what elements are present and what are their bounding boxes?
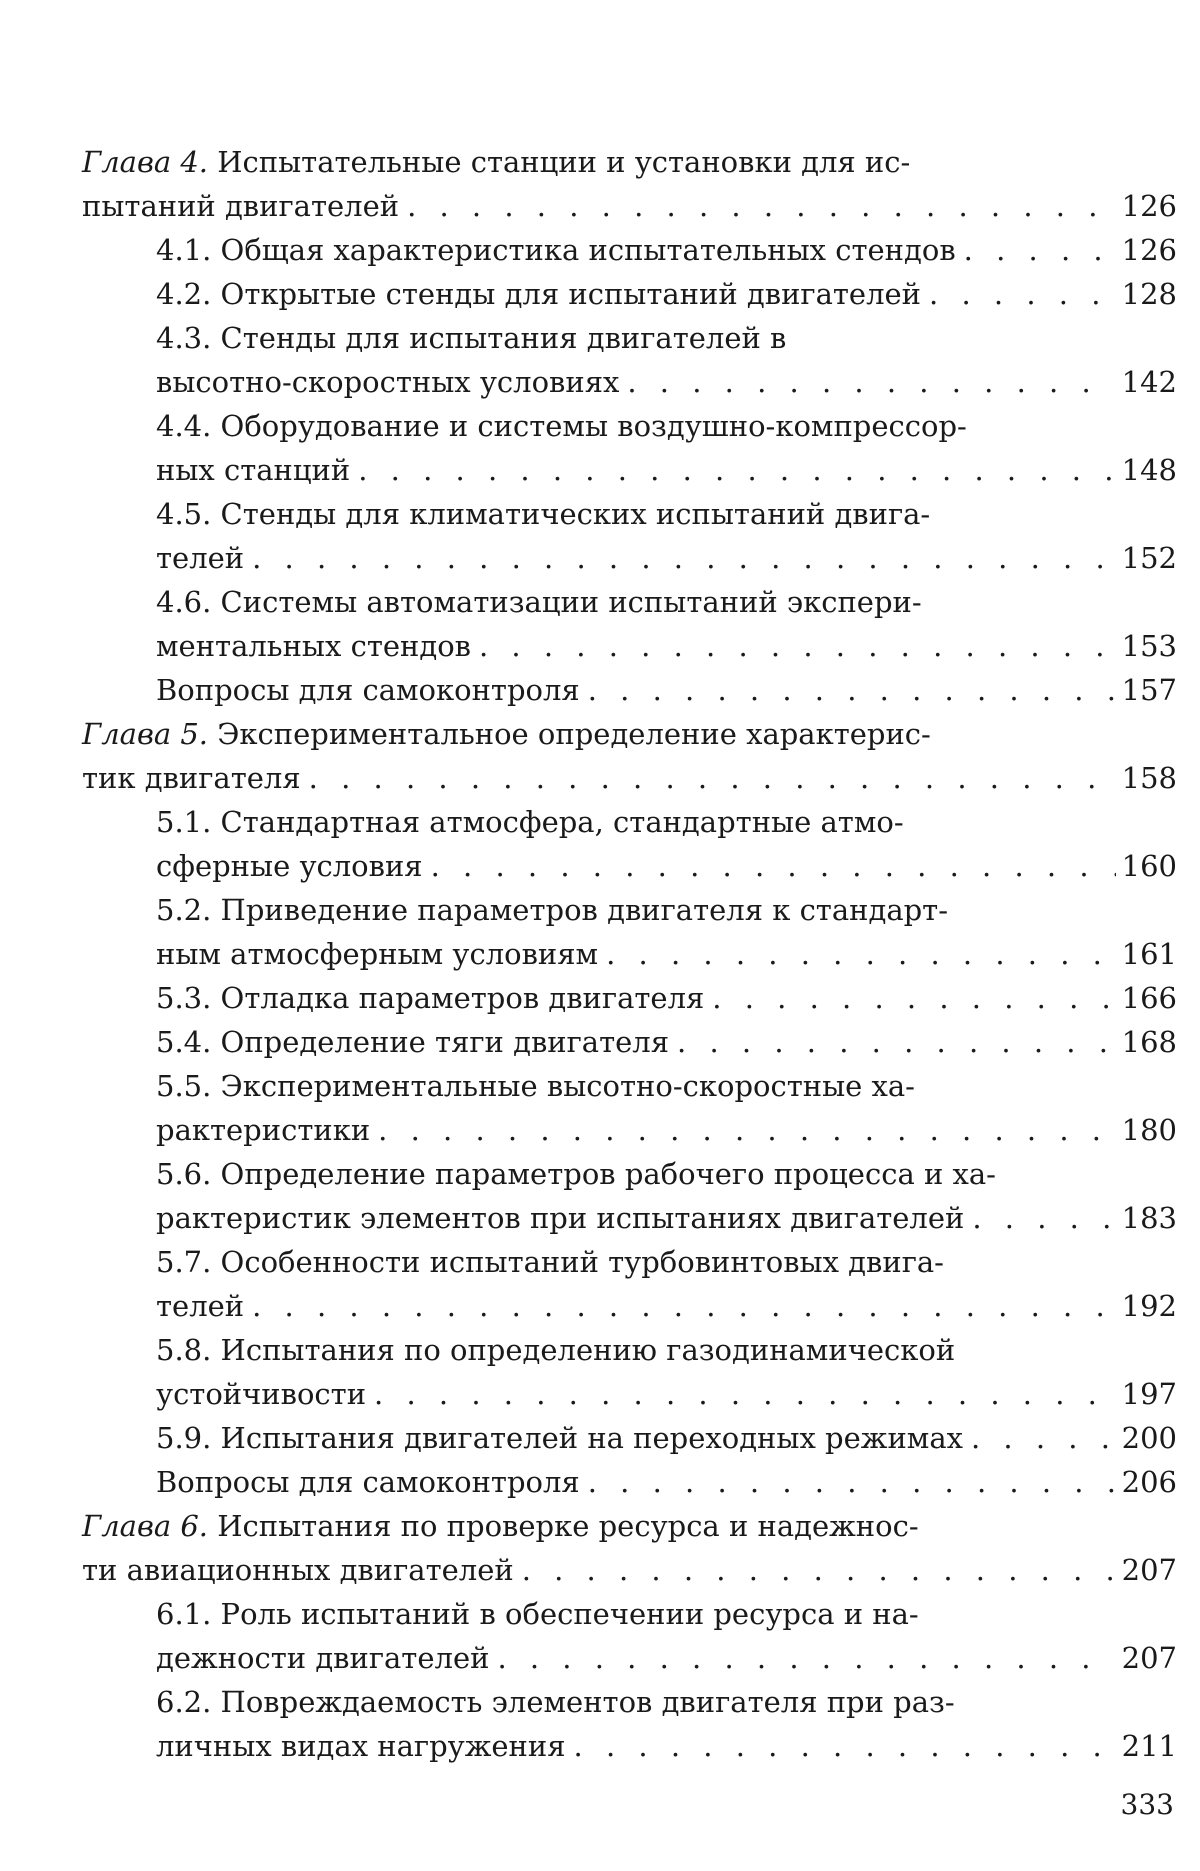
toc-entry-title: 5.5. Экспериментальные высотно-скоростные ха- (156, 1069, 915, 1103)
dot-leader (350, 448, 1115, 492)
toc-page-number: 166 (1121, 981, 1177, 1015)
dot-leader (580, 668, 1116, 712)
toc-entry-last-line (82, 1548, 1177, 1592)
table-of-contents (82, 140, 1177, 1768)
toc-page-number: 148 (1121, 453, 1177, 487)
toc-entry-title: Экспериментальное определение характерис- (217, 717, 931, 751)
toc-entry-title-end: высотно-скоростных условиях (156, 365, 620, 399)
toc-entry-first-line (156, 316, 1177, 360)
dot-leader (566, 1724, 1116, 1768)
toc-entry-title-end: сферные условия (156, 849, 423, 883)
toc-section-entry (82, 1680, 1177, 1768)
toc-page-number: 180 (1121, 1113, 1177, 1147)
toc-page-number: 192 (1121, 1289, 1177, 1323)
toc-page-number: 160 (1121, 849, 1177, 883)
toc-entry-last-line (156, 272, 1177, 316)
dot-leader (921, 272, 1116, 316)
toc-entry-last-line (156, 1636, 1177, 1680)
toc-entry-title: 5.8. Испытания по определению газодинамической (156, 1333, 956, 1367)
toc-entry-last-line (156, 536, 1177, 580)
toc-entry-first-line (156, 1152, 1177, 1196)
toc-entry-title: 5.2. Приведение параметров двигателя к стандарт- (156, 893, 949, 927)
toc-section-entry (82, 1460, 1177, 1504)
chapter-label: Глава 6. (82, 1509, 209, 1543)
toc-entry-first-line (82, 140, 1177, 184)
toc-entry-title-end: ментальных стендов (156, 629, 471, 663)
dot-leader (370, 1108, 1115, 1152)
toc-entry-title-end: 5.9. Испытания двигателей на переходных режимах (156, 1421, 963, 1455)
toc-section-entry (82, 1592, 1177, 1680)
toc-chapter-entry (82, 140, 1177, 228)
toc-entry-first-line (156, 1680, 1177, 1724)
toc-page-number: 161 (1121, 937, 1177, 971)
dot-leader (598, 932, 1116, 976)
toc-entry-first-line (156, 580, 1177, 624)
toc-section-entry (82, 1064, 1177, 1152)
toc-entry-title-end: рактеристик элементов при испытаниях двигателей (156, 1201, 965, 1235)
toc-entry-last-line (156, 624, 1177, 668)
toc-entry-title-end: ти авиационных двигателей (82, 1553, 514, 1587)
toc-section-entry (82, 888, 1177, 976)
toc-entry-last-line (156, 1416, 1177, 1460)
toc-section-entry (82, 1328, 1177, 1416)
dot-leader (580, 1460, 1116, 1504)
toc-entry-last-line (156, 448, 1177, 492)
toc-entry-title-end: рактеристики (156, 1113, 371, 1147)
toc-section-entry (82, 580, 1177, 668)
toc-entry-title-end: 5.3. Отладка параметров двигателя (156, 981, 705, 1015)
toc-section-entry (82, 492, 1177, 580)
toc-page-number: 206 (1121, 1465, 1177, 1499)
toc-page-number: 183 (1121, 1201, 1177, 1235)
toc-page-number: 158 (1121, 761, 1177, 795)
chapter-label: Глава 4. (82, 145, 209, 179)
toc-entry-title: 5.7. Особенности испытаний турбовинтовых двига- (156, 1245, 944, 1279)
toc-entry-title-end: 4.2. Открытые стенды для испытаний двигателей (156, 277, 922, 311)
toc-section-entry (82, 976, 1177, 1020)
dot-leader (619, 360, 1115, 404)
toc-entry-title-end: ным атмосферным условиям (156, 937, 599, 971)
dot-leader (956, 228, 1116, 272)
dot-leader (704, 976, 1115, 1020)
toc-page-number: 197 (1121, 1377, 1177, 1411)
toc-entry-title: 4.6. Системы автоматизации испытаний экспери- (156, 585, 922, 619)
toc-entry-first-line (156, 1328, 1177, 1372)
toc-chapter-entry (82, 712, 1177, 800)
toc-section-entry (82, 800, 1177, 888)
toc-entry-title: 4.3. Стенды для испытания двигателей в (156, 321, 787, 355)
toc-entry-last-line (156, 1460, 1177, 1504)
toc-page-number: 207 (1121, 1553, 1177, 1587)
toc-entry-first-line (156, 800, 1177, 844)
toc-entry-title: 6.1. Роль испытаний в обеспечении ресурса и на- (156, 1597, 919, 1631)
toc-entry-title-end: тик двигателя (82, 761, 301, 795)
chapter-label: Глава 5. (82, 717, 209, 751)
toc-entry-last-line (156, 668, 1177, 712)
toc-entry-title: 5.1. Стандартная атмосфера, стандартные атмо- (156, 805, 904, 839)
toc-section-entry (82, 1152, 1177, 1240)
toc-entry-title: Испытания по проверке ресурса и надежнос- (217, 1509, 919, 1543)
toc-entry-title-end: дежности двигателей (156, 1641, 490, 1675)
dot-leader (669, 1020, 1116, 1064)
toc-entry-title-end: телей (156, 541, 245, 575)
dot-leader (489, 1636, 1115, 1680)
dot-leader (471, 624, 1116, 668)
toc-page-number: 126 (1121, 189, 1177, 223)
toc-page-number: 207 (1121, 1641, 1177, 1675)
toc-entry-title-end: личных видах нагружения (156, 1729, 566, 1763)
dot-leader (399, 184, 1116, 228)
toc-entry-last-line (156, 1372, 1177, 1416)
toc-entry-last-line (156, 228, 1177, 272)
dot-leader (244, 536, 1116, 580)
toc-entry-first-line (156, 1592, 1177, 1636)
page-number: 333 (1120, 1788, 1174, 1821)
toc-entry-first-line (82, 1504, 1177, 1548)
toc-entry-title-end: 5.4. Определение тяги двигателя (156, 1025, 670, 1059)
toc-section-entry (82, 316, 1177, 404)
toc-page-number: 128 (1121, 277, 1177, 311)
toc-entry-last-line (156, 1724, 1177, 1768)
toc-section-entry (82, 1416, 1177, 1460)
toc-entry-title-end: пытаний двигателей (82, 189, 400, 223)
toc-entry-last-line (82, 756, 1177, 800)
toc-page-number: 126 (1121, 233, 1177, 267)
toc-entry-last-line (156, 1020, 1177, 1064)
toc-section-entry (82, 668, 1177, 712)
dot-leader (301, 756, 1116, 800)
toc-entry-title: 4.5. Стенды для климатических испытаний двига- (156, 497, 931, 531)
toc-entry-last-line (82, 184, 1177, 228)
toc-entry-first-line (82, 712, 1177, 756)
toc-entry-last-line (156, 976, 1177, 1020)
toc-page-number: 153 (1121, 629, 1177, 663)
dot-leader (514, 1548, 1116, 1592)
toc-entry-first-line (156, 888, 1177, 932)
toc-entry-last-line (156, 1284, 1177, 1328)
toc-section-entry (82, 272, 1177, 316)
dot-leader (366, 1372, 1116, 1416)
toc-chapter-entry (82, 1504, 1177, 1592)
toc-page-number: 211 (1121, 1729, 1177, 1763)
toc-entry-title-end: ных станций (156, 453, 351, 487)
toc-page-number: 157 (1121, 673, 1177, 707)
toc-entry-title: 4.4. Оборудование и системы воздушно-компрессор- (156, 409, 967, 443)
dot-leader (963, 1416, 1116, 1460)
toc-entry-title-end: устойчивости (156, 1377, 367, 1411)
dot-leader (423, 844, 1116, 888)
toc-page-number: 168 (1121, 1025, 1177, 1059)
toc-entry-title: 5.6. Определение параметров рабочего процесса и ха- (156, 1157, 996, 1191)
toc-page-number: 142 (1121, 365, 1177, 399)
toc-entry-title-end: Вопросы для самоконтроля (156, 673, 580, 707)
dot-leader (244, 1284, 1116, 1328)
toc-section-entry (82, 228, 1177, 272)
toc-section-entry (82, 404, 1177, 492)
toc-entry-title-end: 4.1. Общая характеристика испытательных стендов (156, 233, 956, 267)
toc-entry-title-end: телей (156, 1289, 245, 1323)
toc-entry-title: Испытательные станции и установки для ис- (217, 145, 911, 179)
toc-section-entry (82, 1240, 1177, 1328)
toc-section-entry (82, 1020, 1177, 1064)
toc-page-number: 200 (1121, 1421, 1177, 1455)
toc-entry-first-line (156, 404, 1177, 448)
toc-entry-last-line (156, 844, 1177, 888)
toc-page-number: 152 (1121, 541, 1177, 575)
toc-entry-last-line (156, 1196, 1177, 1240)
toc-entry-first-line (156, 492, 1177, 536)
toc-entry-last-line (156, 932, 1177, 976)
toc-entry-title-end: Вопросы для самоконтроля (156, 1465, 580, 1499)
toc-entry-first-line (156, 1064, 1177, 1108)
toc-entry-last-line (156, 360, 1177, 404)
dot-leader (964, 1196, 1115, 1240)
toc-entry-last-line (156, 1108, 1177, 1152)
toc-entry-title: 6.2. Повреждаемость элементов двигателя при раз- (156, 1685, 955, 1719)
toc-entry-first-line (156, 1240, 1177, 1284)
